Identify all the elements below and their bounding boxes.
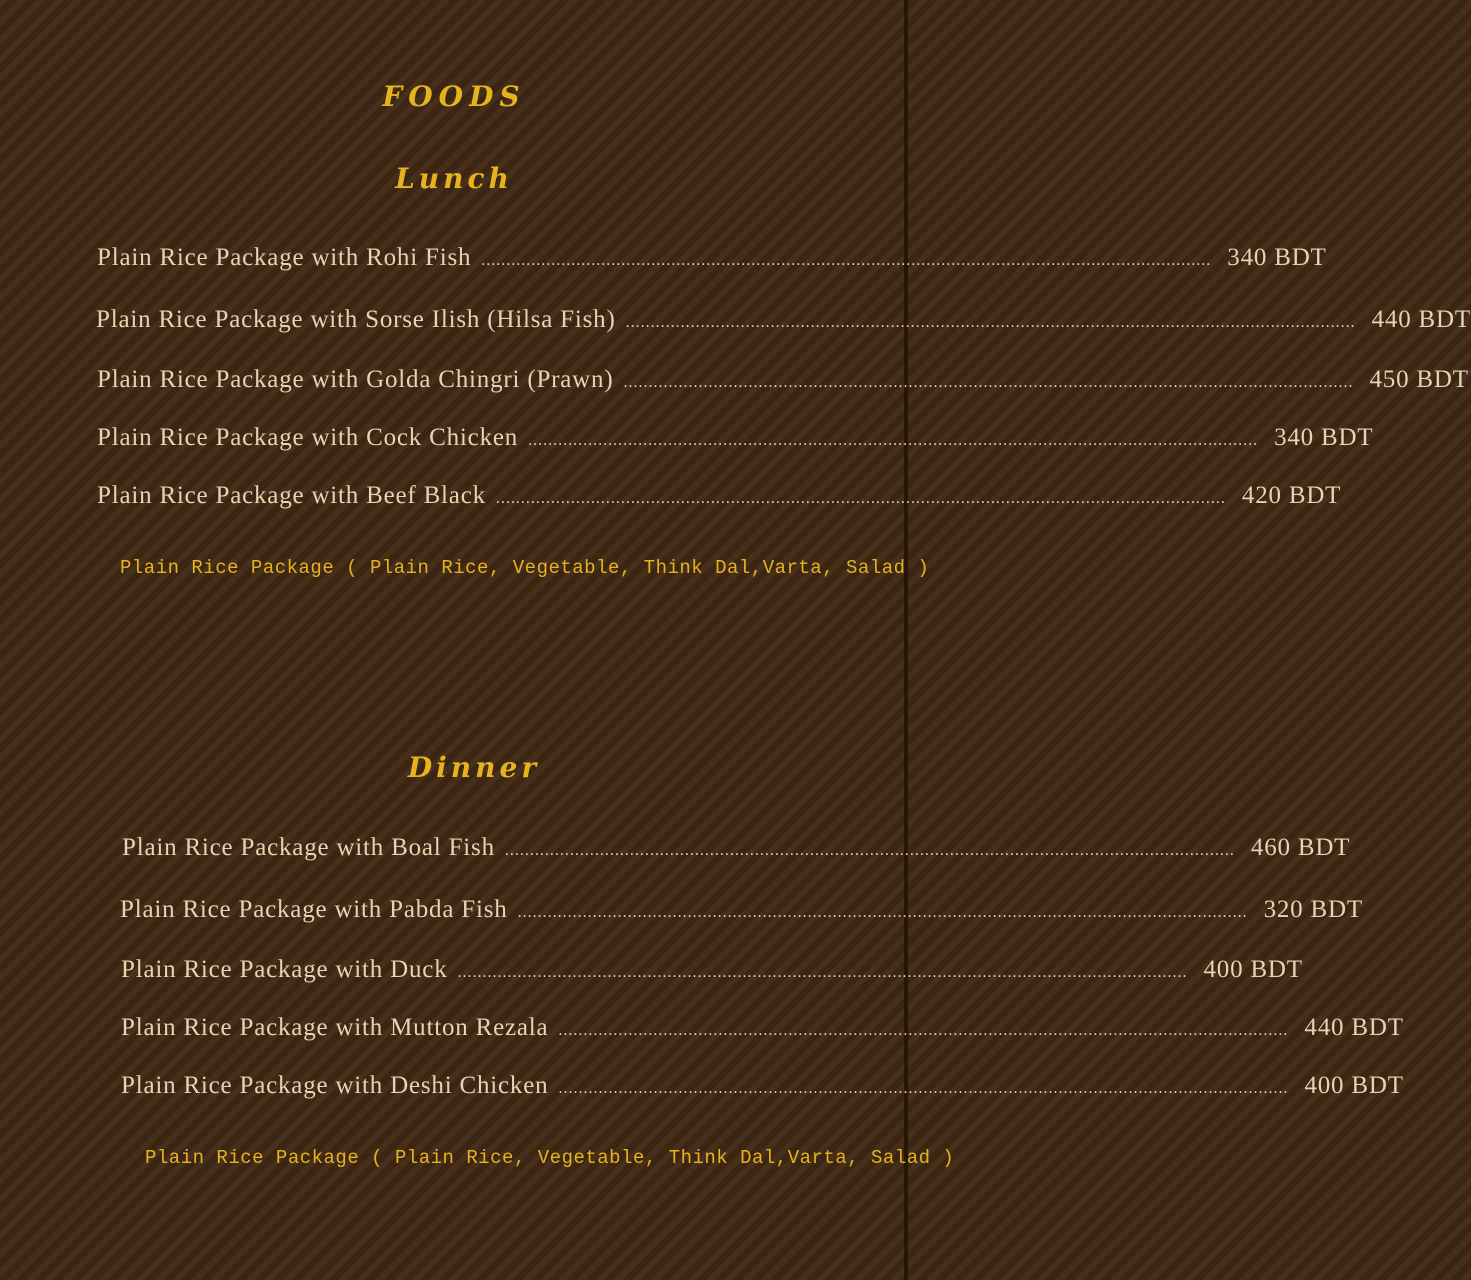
dot-leader: .................................................................................................................................................. — [517, 904, 1248, 921]
menu-item-name: Plain Rice Package with Mutton Rezala — [121, 1014, 549, 1041]
menu-item — [121, 953, 1303, 987]
menu-item-name: Plain Rice Package with Rohi Fish — [97, 244, 472, 271]
dot-leader: .................................................................................................................................................. — [481, 252, 1212, 269]
menu-item-price: 450 BDT — [1369, 366, 1469, 393]
menu-item-name: Plain Rice Package with Cock Chicken — [97, 424, 519, 451]
lunch-heading: Lunch — [395, 162, 513, 195]
menu-item-price: 400 BDT — [1304, 1072, 1404, 1099]
menu-item-price: 340 BDT — [1274, 424, 1374, 451]
menu-item-price: 340 BDT — [1227, 244, 1327, 271]
menu-item-price: 440 BDT — [1371, 306, 1471, 333]
menu-item — [120, 893, 1363, 927]
dot-leader: .................................................................................................................................................. — [558, 1022, 1289, 1039]
menu-item-price: 440 BDT — [1304, 1014, 1404, 1041]
menu-item-name: Plain Rice Package with Boal Fish — [122, 834, 495, 861]
menu-item-name: Plain Rice Package with Sorse Ilish (Hilsa Fish) — [96, 306, 616, 333]
menu-item-name: Plain Rice Package with Golda Chingri (Prawn) — [97, 366, 614, 393]
menu-item — [121, 1011, 1404, 1045]
menu-item-name: Plain Rice Package with Duck — [121, 956, 448, 983]
dot-leader: .................................................................................................................................................. — [558, 1080, 1289, 1097]
package-note: Plain Rice Package ( Plain Rice, Vegetable, Think Dal,Varta, Salad ) — [145, 1147, 955, 1169]
menu-item-name: Plain Rice Package with Deshi Chicken — [121, 1072, 549, 1099]
menu-item-price: 460 BDT — [1250, 834, 1351, 861]
menu-item-price: 420 BDT — [1241, 482, 1342, 509]
menu-item — [121, 1069, 1404, 1103]
menu-item-name: Plain Rice Package with Beef Black — [97, 482, 486, 509]
dot-leader: .................................................................................................................................................. — [625, 314, 1356, 331]
package-note: Plain Rice Package ( Plain Rice, Vegetable, Think Dal,Varta, Salad ) — [120, 557, 930, 579]
dot-leader: .................................................................................................................................................. — [528, 432, 1259, 449]
menu-item — [122, 831, 1351, 865]
menu-item — [97, 241, 1327, 275]
dot-leader: .................................................................................................................................................. — [495, 490, 1226, 507]
menu-item — [96, 303, 1471, 337]
menu-item-price: 320 BDT — [1263, 896, 1363, 923]
dinner-heading: Dinner — [407, 751, 541, 784]
dot-leader: .................................................................................................................................................. — [504, 842, 1235, 859]
menu-item — [97, 363, 1469, 397]
menu-item-price: 400 BDT — [1203, 956, 1303, 983]
dot-leader: .................................................................................................................................................. — [457, 964, 1188, 981]
page-title: FOODS — [382, 80, 526, 113]
menu-item — [97, 479, 1342, 513]
menu-item-name: Plain Rice Package with Pabda Fish — [120, 896, 508, 923]
dot-leader: .................................................................................................................................................. — [623, 374, 1354, 391]
menu-item — [97, 421, 1374, 455]
